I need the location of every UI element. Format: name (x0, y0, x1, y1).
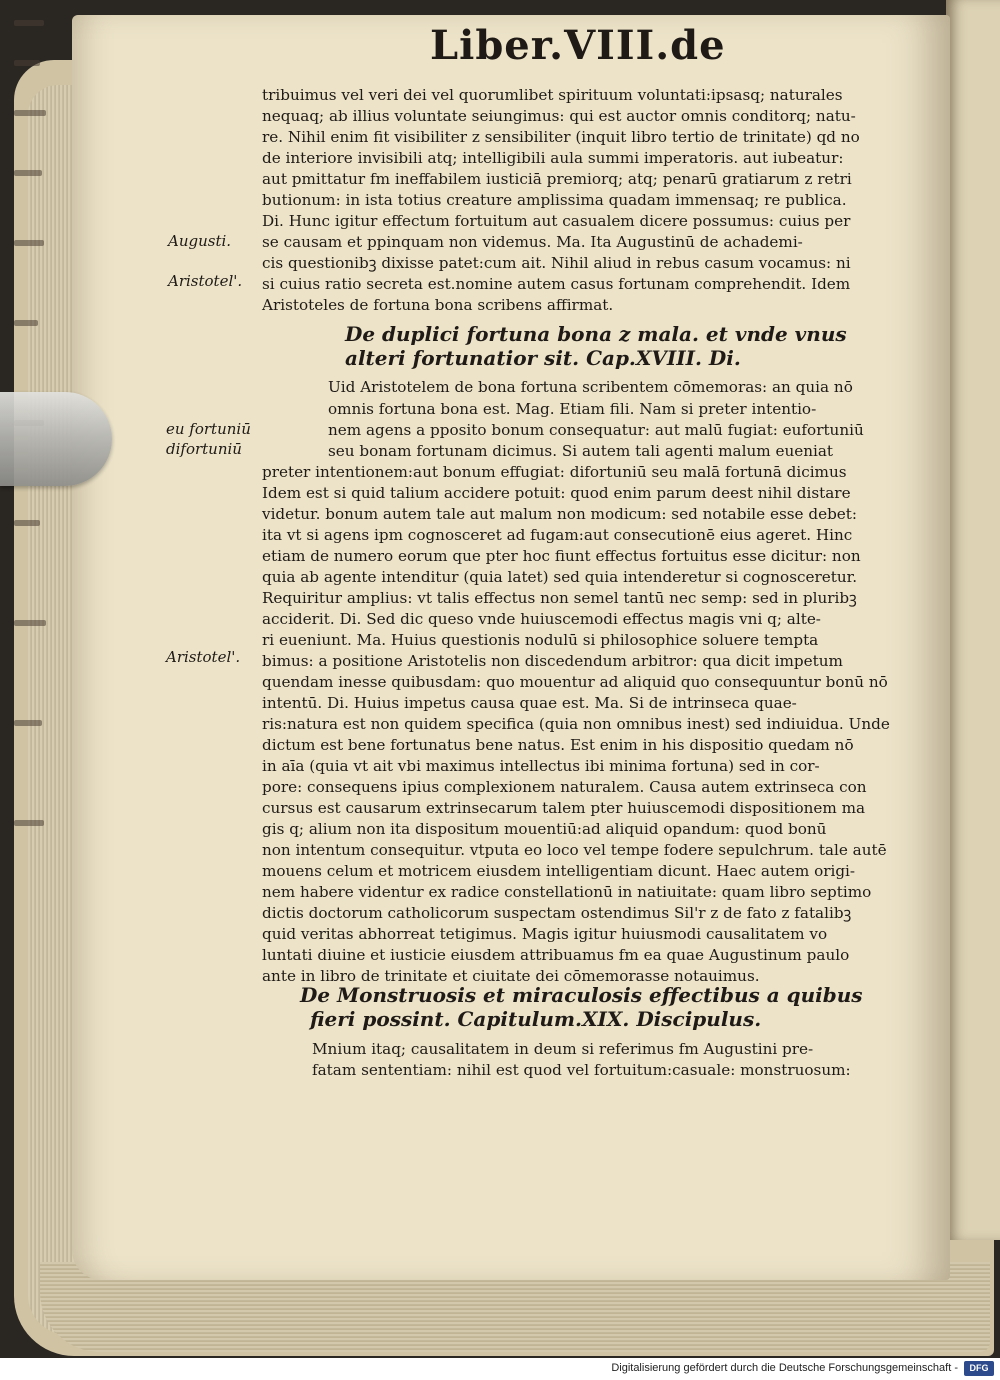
text-line: butionum: in ista totius creature amplissima quadam immensaq; re publica. (262, 191, 847, 209)
facing-page-text (14, 720, 42, 726)
facing-page-text (14, 320, 38, 326)
page-edges-left (28, 85, 78, 1335)
facing-page-text (14, 820, 44, 826)
text-line: Uid Aristotelem de bona fortuna scribentem cōmemoras: an quia nō (328, 378, 853, 396)
text-line: acciderit. Di. Sed dic queso vnde huiuscemodi effectus magis vni q; alte- (262, 610, 821, 628)
text-line: re. Nihil enim fit visibiliter z sensibiliter (inquit libro tertio de trinitate) qd no (262, 128, 860, 146)
text-line: nequaq; ab illius voluntate seiungimus: qui est auctor omnis conditorq; natu- (262, 107, 856, 125)
text-line: non intentum consequitur. vtputa eo loco vel tempe fodere sepulchrum. tale autē (262, 841, 887, 859)
facing-page-text (14, 170, 42, 176)
text-line: Aristoteles de fortuna bona scribens affirmat. (262, 296, 614, 314)
text-line: videtur. bonum autem tale aut malum non modicum: sed notabile esse debet: (262, 505, 858, 523)
text-line: pore: consequens ipius complexionem naturalem. Causa autem extrinseca con (262, 778, 867, 796)
text-line: luntati diuine et iusticie eiusdem attribuamus fm ea quae Augustinum paulo (262, 946, 850, 964)
text-line: Idem est si quid talium accidere potuit: quod enim parum deest nihil distare (262, 484, 851, 502)
chapter-heading-19: De Monstruosis et miraculosis effectibus a quibus (300, 983, 863, 1007)
margin-note-aristoteles: Aristotel'. (168, 272, 243, 290)
page-clip (0, 392, 112, 486)
text-line: nem habere videntur ex radice constellationū in natiuitate: quam libro septimo (262, 883, 872, 901)
text-line: si cuius ratio secreta est.nomine autem casus fortunam comprehendit. Idem (262, 275, 851, 293)
facing-page-edge (946, 0, 1000, 1240)
text-line: dictum est bene fortunatus bene natus. Est enim in his dispositio quedam nō (262, 736, 854, 754)
footer-credit: Digitalisierung gefördert durch die Deutsche Forschungsgemeinschaft - (611, 1362, 958, 1374)
text-line: mouens celum et motricem eiusdem intelligentiam dicunt. Haec autem origi- (262, 862, 856, 880)
margin-note-aristoteles: Aristotel'. (166, 648, 241, 666)
facing-page-text (14, 20, 44, 26)
chapter-heading-18: De duplici fortuna bona z mala. et vnde vnus (345, 322, 847, 346)
text-line: dictis doctorum catholicorum suspectam ostendimus Sil'r z de fato z fatalibꝫ (262, 904, 852, 922)
text-line: quendam inesse quibusdam: quo mouentur ad aliquid quo consequuntur bonū nō (262, 673, 888, 691)
text-line: Requiritur amplius: vt talis effectus non semel tantū nec semp: sed in pluribꝫ (262, 589, 857, 607)
margin-note-augustinus: Augusti. (168, 232, 232, 250)
text-line: fatam sententiam: nihil est quod vel fortuitum:casuale: monstruosum: (312, 1061, 851, 1079)
text-line: in aīa (quia vt ait vbi maximus intellectus ibi minima fortuna) sed in cor- (262, 757, 820, 775)
dfg-logo: DFG (964, 1361, 994, 1376)
text-line: bimus: a positione Aristotelis non discedendum arbitror: qua dicit impetum (262, 652, 843, 670)
text-line: se causam et ppinquam non videmus. Ma. Ita Augustinū de achademi- (262, 233, 803, 251)
text-line: de interiore invisibili atq; intelligibili aula summi imperatoris. aut iubeatur: (262, 149, 844, 167)
chapter-heading-19: fieri possint. Capitulum.XIX. Discipulus. (310, 1007, 762, 1031)
text-line: nem agens a pposito bonum consequatur: aut malū fugiat: eufortuniū (328, 421, 864, 439)
text-line: ita vt si agens ipm cognosceret ad fugam:aut consecutionē eius ageret. Hinc (262, 526, 853, 544)
page-header: Liber.VIII.de (430, 22, 726, 69)
text-line: etiam de numero eorum que pter hoc fiunt effectus fortuitus esse dicitur: non (262, 547, 861, 565)
text-line: ri eueniunt. Ma. Huius questionis nodulū si philosophice soluere tempta (262, 631, 819, 649)
margin-note-eufortunium: eu fortuniū (166, 420, 251, 438)
text-line: quid veritas abhorreat tetigimus. Magis igitur huiusmodi causalitatem vo (262, 925, 828, 943)
text-line: cis questionibꝫ dixisse patet:cum ait. Nihil aliud in rebus casum vocamus: ni (262, 254, 851, 272)
facing-page-text (14, 110, 46, 116)
text-line: seu bonam fortunam dicimus. Si autem tali agenti malum eueniat (328, 442, 834, 460)
text-line: Mnium itaq; causalitatem in deum si referimus fm Augustini pre- (312, 1040, 814, 1058)
text-line: gis q; alium non ita dispositum mouentiū:ad aliquid opandum: quod bonū (262, 820, 827, 838)
text-line: intentū. Di. Huius impetus causa quae est. Ma. Si de intrinseca quae- (262, 694, 797, 712)
text-line: cursus est causarum extrinsecarum talem pter huiuscemodi dispositionem ma (262, 799, 866, 817)
facing-page-text (14, 240, 44, 246)
facing-page-text (14, 620, 46, 626)
text-line: Di. Hunc igitur effectum fortuitum aut casualem dicere possumus: cuius per (262, 212, 851, 230)
text-line: omnis fortuna bona est. Mag. Etiam fili. Nam si preter intentio- (328, 400, 817, 418)
text-line: quia ab agente intenditur (quia latet) sed quia intenderetur si cognosceretur. (262, 568, 858, 586)
text-line: aut pmittatur fm ineffabilem iusticiā premiorq; atq; penarū gratiarum z retri (262, 170, 852, 188)
text-line: ris:natura est non quidem specifica (quia non omnibus inest) sed indiuidua. Unde (262, 715, 890, 733)
text-line: preter intentionem:aut bonum effugiat: difortuniū seu malā fortunā dicimus (262, 463, 847, 481)
facing-page-text (14, 520, 40, 526)
chapter-heading-18: alteri fortunatior sit. Cap.XVIII. Di. (345, 346, 741, 370)
text-line: tribuimus vel veri dei vel quorumlibet spirituum voluntati:ipsasq; naturales (262, 86, 843, 104)
margin-note-difortunium: difortuniū (166, 440, 242, 458)
facing-page-text (14, 60, 40, 66)
text-line: ante in libro de trinitate et ciuitate dei cōmemorasse notauimus. (262, 967, 760, 985)
